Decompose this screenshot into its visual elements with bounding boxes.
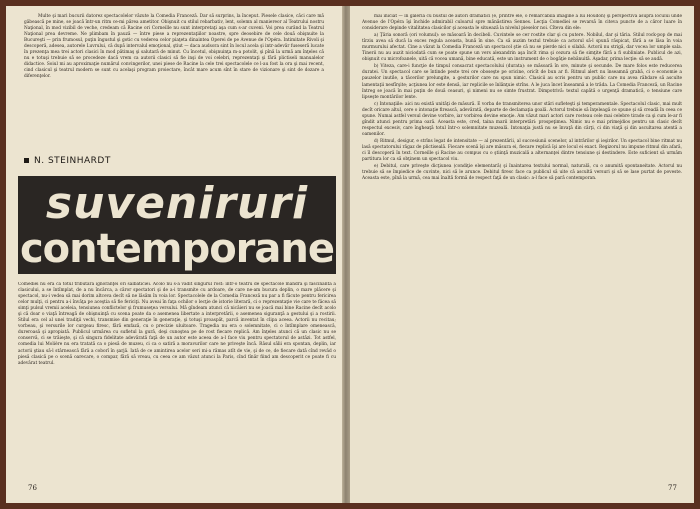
section-d-paragraph: d) Ritmul, desigur, e strîns legat de intensitate — al prezentării, al succesiunii scenelor, al intrărilor şi ieşirilor. Un spectacol bine ritmat nu lasă spectatorului răgaz de plictiseală. Fiecare scenă îşi are măsura ei, fiecare replică îşi are locul ei exact. Regizorul nu impune ritmul din afară, ci îl descoperă în text. Corneille şi Racine au compus cu o ştiinţă muzicală a alternanţei dintre tensiune şi destindere. Este suficient să urmăm partitura lor ca să obţinem un spectacol viu. xyxy=(362,138,682,163)
right-text-column xyxy=(362,14,682,480)
title-line-1: suveniruri xyxy=(45,178,309,229)
right-page xyxy=(350,6,694,503)
section-e-paragraph: e) Debitul, care priveşte dicţiunea (condiţie elementară) şi înaintarea textului normal, naturală, cu o anumită spontaneitate. Actorul nu trebuie să se împiedice de cuvinte, nici să le arunce. Debitul firesc face ca publicul să uite că ascultă versuri şi să se lase purtat de poveste. Aceasta este, pînă la urmă, cea mai înaltă formă de respect faţă de un clasic: a-l face să pară contemporan. xyxy=(362,164,682,182)
author-name: N. STEINHARDT xyxy=(34,156,111,166)
page-number-right: 77 xyxy=(668,484,677,492)
section-a-paragraph: a) Ţăria sonoră (ori volumul): se măsoară în decibeli. Cuvintele se cer rostite clar şi cu putere. Nobilul, dar şi tăria. Stilul rock-pop de mai tîrziu avea să ducă la exces regula aceasta, bună în sine. Ca să auzim textul trebuie ca actorul să-l spună răspicat, fără a se lăsa în voia murmurului afectat. Cine a văzut la Comedia Franceză un spectacol ştie că nu se pierde nici o silabă. Actorii nu strigă, dar vocea lor umple sala. Tinerii nu au auzit niciodată cum se poate spune un vers alexandrin aşa încît rima şi cezura să fie simţite fără a fi subliniate. Publicul de azi, obişnuit cu microfoanele, uită că vocea umană, bine educată, este un instrument de o bogăţie nebănuită. Aşadar, prima lecţie: să se audă. xyxy=(362,33,682,63)
section-c-paragraph: c) Intonaţiile: aici nu există unităţi de măsură. E vorba de transmiterea unor stări sufleteşti şi temperamentale. Spectacolul clasic, mai mult decît oricare altul, cere o intonaţie firească, adevărată, departe de declamaţia goală. Actorul trebuie să înţeleagă ce spune şi să creadă în ceea ce spune. Numai astfel versul devine vorbire, iar vorbirea devine emoţie. Am văzut mari actori care rosteau cele mai celebre tirade ca şi cum le-ar fi gîndit atunci pentru prima oară. Aceasta este, cred, taina marii interpretări: prospeţimea. Nimic nu e mai primejdios pentru un clasic decît respectul excesiv, care îngheaţă totul într-o solemnitate muzeală. Intonaţia justă nu se învaţă din cărţi, ci din viaţă şi din ascultarea atentă a oamenilor. xyxy=(362,101,682,137)
author-byline xyxy=(24,156,111,166)
section-b-paragraph: b) Viteza, care-i funcţie de timpul consacrat spectacolului (durata): se măsoară în ore, minute şi secunde. De mare folos este reducerea duratei. Un spectacol care se întinde peste trei ore oboseşte pe oricine, oricît de bun ar fi. Ritmul alert nu înseamnă grabă, ci o economie a pauzelor inutile, a tăcerilor prelungite, a gesturilor care nu spun nimic. Clasicii au scris pentru un public care nu avea răbdare să asculte lamentaţii nesfîrşite; acţiunea lor este densă, iar replicile se înlănţuie strîns. A le juca încet înseamnă a le trăda. La Comedia Franceză, un Racine întreg se joacă în mai puţin de două ceasuri, şi nimeni nu se simte frustrat. Dimpotrivă: textul capătă o urgenţă dramatică, o tensiune care lipseşte montărilor lente. xyxy=(362,64,682,100)
left-page xyxy=(6,6,342,503)
title-line-2: contemporane xyxy=(19,226,335,272)
intro-paragraph: Multe şi mari bucurii datorez spectacolelor văzute la Comedia Franceză. Dar să surprins, la început. Piesele clasice, căci care mă găbească pe mine, se joacă într-un ritm ce-mi părea ametitor. Obişnuit cu stilul rebarbativ, lent, solemn al maniereor al Teatrului nostru Naţional, în mod vizibil de veche, credeam că Racine ori Corneille nu sunt interpretaţi aşa cum s-ar cuveni. Voi prea curând la Teatrul Naţional prea devreme. Ne plimbam în pauză — între piese a reprezentaţiilor noastre, spre deosebire de cele două obişnuite la Bucureşti — prin frumosul, puţin îngustul şi gotic cu vederea celor piaţeta dinaintea Operei de pe Avenue de l'Opéra. Intimitate Rivoli şi descoperă, adesea, autorele Luvrului, că după intervalul emoţional, ştiut — daca audsora sint în locul acela şi intr-adevăr fuseseră lucate în prezenţa mea trei actori clasici în mod pătimaş şi salutară de minut. Cu încetul, obişnuinţa m-a potolit, şi pînă la urmă am înţeles că nu e totuşi trebuie să se procedeze dacă vrem ca autorii clasici să fie inşi de voi celebri, reprezentaţi şi fără plictiseli manualelor didactice. Soiul mi au aproximaţie numărul convingerilor, unei piese de Racine la cele trei spectacolele ce l-au fost la ora şi mai recent, cind clasicul şi teatrul modern se sunt cu acelaşi program proiectare, încât mare acum sînt în stare de vizionare şi sint de dozare a diferenţelor. xyxy=(24,14,324,80)
book-gutter xyxy=(342,6,350,503)
right-intro-paragraph: mai iniciat — în galeria cu bustul de autori dramatici (e, printre ele, o remarcabilă imagine a lui Houdon) şi perspectiva asupra locului unde Avenue de l'Opéra îşi închide admirabil culoarul spre mănăstirea Sennes. Lecţia Comediei se revarsă în citeva puncte de a căror luare în considerare depinde vitalitatea clasicilor şi aceasta le situează la nivelul pieselor noi. Cîteva din ele: xyxy=(362,14,682,32)
page-number-left: 76 xyxy=(28,484,37,492)
byline-square-icon xyxy=(24,158,29,163)
body-paragraph: Comediei nu era ca totul tributară ignoranţei ori sălbăticiei. Acolo nu s-a vădit singurul rost: într-o teatru de spectacole mândra şi fascinantă a clasicului, a se întîmplat, de a nu încărca, a căror spectatori şi de a-i transmite cu ardoare, de care ne-am bucura deplin, o mare plăcere şi spectacol, nu-i vedea să mai dorim altceva decît să ne lăsăm în voia lor. Spectacolele de la Comedia Franceză nu par a fi făcute pentru fericirea celor mulţi, ci pentru a-i învăţa pe aceştia să fie fericiţi. Nu aveai în faţa ochilor o lecţie de istorie literară, ci o reprezentaţie vie care te făcea să simţi pulsul vremii aceleia, tensiunea conflictelor şi frumuseţea versului. Mă gîndeam atunci că nicăieri nu se joacă mai bine Racine decît acolo şi că doar o viaţă întreagă de obişnuinţă cu scena poate da o asemenea libertate a interpretării, o asemenea siguranţă a gestului şi a rostirii. Stilul era cel al unei tradiţii vechi, transmise din generaţie în generaţie, şi totuşi proaspăt, parcă inventat în clipa aceea. Actorii nu recitau; vorbeau, şi versurile lor curgeau firesc, fără emfază, cu o precizie uluitoare. Tragedia nu era o solemnitate, ci o întîmplare omenească, dureroasă şi apropiată. Publicul urmărea cu sufletul la gură, deşi cunoştea pe de rost fiecare replică. Am înţeles atunci că un clasic nu se conservă, ci se trăieşte, şi că singura fidelitate adevărată faţă de un autor este aceea de a-l face viu pentru spectatorul de astăzi. Tot astfel, comedia lui Molière nu era tratată ca o piesă de muzeu, ci ca o satiră a moravurilor care ne priveşte încă. Râsul sălii era spontan, deplin, iar actorii ştiau să-l stârnească fără a coborî în şarjă. Iată de ce amintirea acelor seri mi-a rămas atît de vie, şi de ce, de fiecare dată cînd revăd o piesă clasică pe o scenă oarecare, o compar, fără să vreau, cu ceea ce am văzut atunci la Paris, cînd tînăr fiind am descoperit ce poate fi cu adevărat teatrul. xyxy=(18,282,336,366)
article-title-block xyxy=(18,176,336,274)
